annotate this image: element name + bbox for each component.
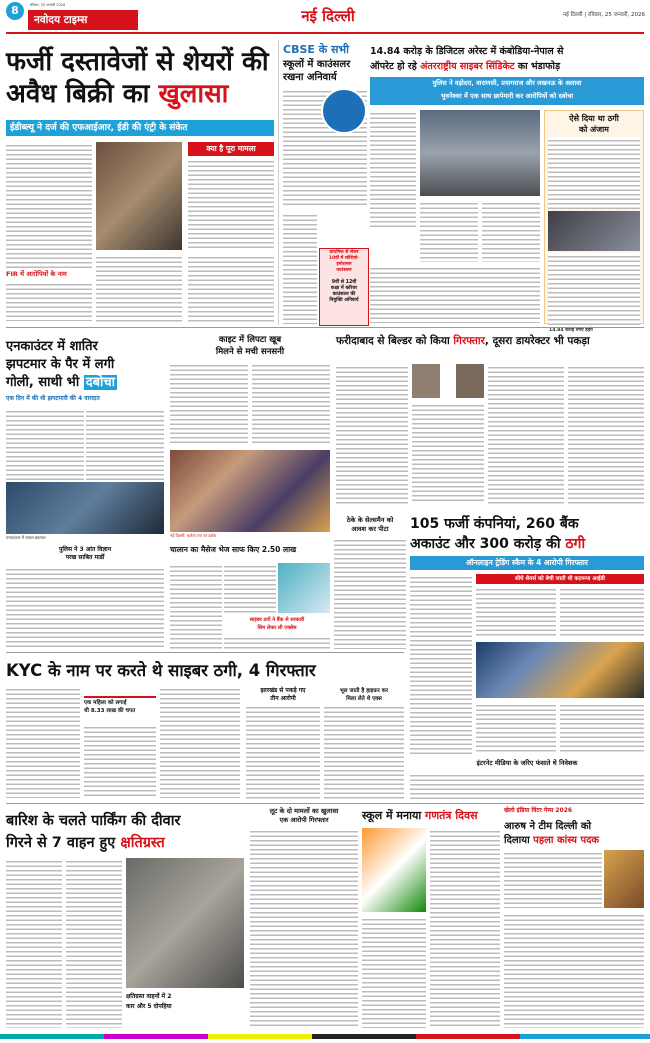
row-divider-3 bbox=[6, 803, 644, 804]
kite-photo-crowd bbox=[170, 450, 330, 532]
challan-body-col2 bbox=[224, 563, 276, 613]
tenke-headline-line2: आवश कर पीटा bbox=[351, 525, 389, 533]
school-head-b: गणतंत्र दिवस bbox=[425, 809, 478, 822]
rain-caption-line1: क्षतिग्रस्त वाहनों में 2 bbox=[126, 993, 172, 1000]
faridabad-body-col4 bbox=[568, 364, 644, 504]
fake-body-col3 bbox=[560, 702, 644, 754]
challan-photo-sim bbox=[278, 563, 330, 613]
encounter-headline-line1: एनकाउंटर में शातिर bbox=[6, 339, 98, 354]
encounter-headline-line2: झपटमार के पैर में लगी bbox=[6, 357, 115, 372]
cbse-box-text4: काउंसलर bbox=[336, 268, 352, 273]
lead-headline-line2-text: अवैध बिक्री का bbox=[6, 79, 159, 109]
jharkhand-body bbox=[246, 704, 320, 800]
rain-headline-line1: बारिश के चलते पार्किंग की दीवार bbox=[6, 813, 181, 829]
fake-body-col1 bbox=[410, 574, 472, 754]
challan-body-col3 bbox=[224, 635, 330, 649]
jharkhand-box bbox=[246, 686, 320, 798]
masthead-brand: नवोदय टाइम्स bbox=[28, 10, 138, 30]
loot-headline-line2: एक आरोपी गिरफ्तार bbox=[279, 816, 329, 824]
school-head-a: स्कूल में मनाया bbox=[362, 809, 426, 822]
tenke-headline-line1: ठेके के सेल्समैन को bbox=[346, 516, 394, 524]
lead-headline-highlight: खुलासा bbox=[158, 79, 229, 109]
lead-headline-line1: फर्जी दस्तावेजों से शेयरों की bbox=[6, 47, 269, 77]
rain-head2-b: क्षतिग्रस्त bbox=[120, 835, 165, 851]
cbse-box-text3: इमोशनल bbox=[336, 262, 352, 267]
fake-headline-line2 bbox=[410, 534, 644, 554]
fake-companies-story bbox=[410, 512, 644, 772]
challan-subhead1: साइबर ठगों ने बैंक से सरकारी bbox=[249, 617, 305, 623]
faridabad-headline bbox=[336, 334, 644, 362]
lead-body-col3 bbox=[188, 254, 274, 322]
cbse-box-text5: 9वीं से 12वीं bbox=[331, 280, 357, 285]
cyber-side-heading1: ऐसे दिया था ठगी bbox=[569, 114, 619, 123]
kite-caption: नई दिल्ली: कर्तव्य पथ पर दर्शक bbox=[170, 533, 217, 538]
cyber-banner bbox=[370, 77, 644, 105]
cyber-head2-c: का भंडाफोड़ bbox=[514, 61, 561, 72]
loot-story bbox=[250, 806, 358, 1031]
bhool-headline-line2: मिला लेते थे एक्स bbox=[346, 696, 382, 702]
fake-inset-body bbox=[476, 586, 556, 638]
encounter-headline-line3 bbox=[6, 372, 164, 390]
encounter-subhead: एक दिन में की थी झपटमारी की 4 वारदात bbox=[6, 395, 100, 402]
kyc-headline: KYC के नाम पर करते थे साइबर ठगी, 4 गिरफ्तार bbox=[6, 661, 316, 680]
cyber-body-col2 bbox=[420, 200, 478, 262]
rain-head2-a: गिरने से 7 वाहन हुए bbox=[6, 835, 121, 851]
row-divider-2 bbox=[6, 652, 404, 653]
cyber-side-body bbox=[548, 137, 640, 209]
masthead-city: नई दिल्ली bbox=[301, 7, 355, 25]
khelo-story bbox=[504, 806, 644, 1031]
faridabad-body-col1 bbox=[336, 364, 408, 504]
cyber-body-bottom bbox=[370, 265, 540, 323]
rain-caption-line2: कार और 5 दोपहिया bbox=[126, 1003, 172, 1010]
challan-subhead2: सिम लेकर ली एक्सेस bbox=[257, 625, 297, 631]
police-note bbox=[6, 545, 164, 565]
loot-body bbox=[250, 828, 358, 1028]
rain-body-col1 bbox=[6, 858, 62, 1028]
kyc-box bbox=[84, 696, 156, 720]
loot-headline-line1: लूट के दो मामलों का खुलासा bbox=[269, 807, 339, 815]
cbse-headline-line1: CBSE के सभी bbox=[283, 43, 350, 56]
cbse-box-text1: प्राथमिक से लेकर bbox=[329, 250, 359, 255]
rain-story bbox=[6, 806, 244, 1031]
encounter-body2 bbox=[86, 408, 164, 484]
kite-story bbox=[170, 332, 330, 542]
school-body-col1 bbox=[430, 828, 500, 1028]
encounter-head3-b: दबोचा bbox=[85, 375, 116, 390]
khelo-head2-b: पहला कांस्य पदक bbox=[533, 835, 600, 846]
cbse-story bbox=[278, 40, 366, 325]
cyber-side-bottom: 14.84 करोड़ रुपए हड़पे bbox=[549, 328, 593, 333]
lead-headline-line2 bbox=[6, 78, 274, 112]
school-story bbox=[362, 806, 500, 1031]
challan-story bbox=[170, 545, 330, 650]
bhool-box bbox=[324, 686, 404, 798]
cbse-headline-line2: स्कूलों में काउंसलर bbox=[283, 59, 351, 70]
kyc-body-col2 bbox=[84, 724, 156, 798]
cyber-body-col3 bbox=[482, 200, 540, 262]
challan-headline: चालान का मैसेज भेज साफ किए 2.50 लाख bbox=[170, 545, 297, 554]
encounter-story bbox=[6, 332, 164, 542]
school-body-col2 bbox=[362, 916, 426, 1028]
khelo-body-col1 bbox=[504, 850, 602, 908]
fake-head2-b: ठगी bbox=[565, 536, 586, 552]
kite-headline-line1: काइट में लिपटा खूब bbox=[218, 335, 282, 345]
khelo-body-col2 bbox=[504, 912, 644, 1028]
cbse-box-text2: 10वीं में सोशियो- bbox=[328, 256, 360, 261]
fake-inset-title: सीधे शेयर्स को बेची जाती थी कटमन्ज आईडी bbox=[476, 574, 644, 584]
cyber-side-body2 bbox=[548, 253, 640, 325]
khelo-head2-a: दिलाया bbox=[504, 835, 534, 846]
school-headline bbox=[362, 808, 500, 826]
masthead-rule bbox=[6, 32, 644, 34]
fake-body-col2 bbox=[476, 702, 556, 754]
faridabad-photo1 bbox=[412, 364, 440, 398]
cyber-side-photo bbox=[548, 211, 640, 251]
faridabad-head-a: फरीदाबाद से बिल्डर को किया bbox=[336, 335, 454, 347]
tenke-story bbox=[334, 515, 406, 650]
encounter-photo bbox=[6, 482, 164, 534]
lead-box-title: क्या है पूरा मामला bbox=[188, 142, 274, 156]
cyber-head2-b: अंतरराष्ट्रीय साइबर सिंडिकेट bbox=[420, 61, 515, 72]
khelo-photo-athlete bbox=[604, 850, 644, 908]
khelo-headline-line1: आरुष ने टीम दिल्ली को bbox=[504, 821, 592, 832]
police-note-line2: परख साबित मार्डी bbox=[65, 554, 105, 561]
cbse-headline-line3: रखना अनिवार्य bbox=[283, 72, 337, 83]
faridabad-body-col3 bbox=[488, 364, 564, 504]
fake-photo-seized bbox=[476, 642, 644, 698]
cyber-side-heading2: को अंजाम bbox=[579, 125, 609, 134]
kyc-box-line2: थी 8.33 लाख की चपत bbox=[84, 708, 136, 714]
kyc-story bbox=[6, 656, 404, 801]
cyber-body-col1 bbox=[370, 110, 416, 230]
faridabad-head-tail: , दूसरा डायरेक्टर भी पकड़ा bbox=[484, 335, 590, 347]
encounter-caption: एनकाउंटर में घायल बदमाश bbox=[6, 535, 46, 540]
lead-body-col1 bbox=[6, 142, 92, 268]
cbse-info-box bbox=[319, 248, 369, 326]
kyc-body-col3 bbox=[160, 686, 240, 798]
lead-subhead: ईडीब्ल्यू ने दर्ज की एफआईआर, ईडी की एंट्री के संकेत bbox=[6, 120, 274, 136]
lead-body-col1b bbox=[6, 281, 92, 321]
masthead-date-small: रविवार, 25 जनवरी 2026 bbox=[30, 3, 66, 7]
police-note-body bbox=[6, 566, 164, 648]
cyber-photo-press bbox=[420, 110, 540, 196]
faridabad-body-col2 bbox=[412, 402, 484, 504]
masthead-date: नई दिल्ली | रविवार, 25 जनवरी, 2026 bbox=[563, 12, 645, 18]
jharkhand-headline-line1: झारखंड से पकड़े गए bbox=[260, 687, 306, 694]
encounter-head3-a: गोली, साथी भी bbox=[6, 375, 84, 390]
cbse-box-text8: नियुक्ति अनिवार्य bbox=[329, 298, 359, 303]
bhool-headline-line1: भूल जाती है हाइफ़र कर bbox=[339, 688, 389, 694]
school-photo bbox=[362, 828, 426, 912]
rain-headline-line2 bbox=[6, 832, 244, 852]
police-note-line1: पुलिस ने 3 आंत विज्ञान bbox=[58, 546, 112, 553]
lead-photo-documents bbox=[96, 142, 182, 250]
cbse-box-text6: कक्षा में करियर bbox=[330, 286, 358, 291]
fake-inset-body2 bbox=[560, 586, 644, 638]
rain-photo-wall bbox=[126, 858, 244, 988]
rain-body-col2 bbox=[66, 858, 122, 1028]
faridabad-story bbox=[336, 332, 644, 507]
khelo-headline-line2 bbox=[504, 832, 644, 846]
tenke-body bbox=[334, 537, 406, 649]
lead-fir-heading: FIR में आरोपियों के नाम bbox=[6, 270, 67, 278]
fake-bottom-body bbox=[410, 772, 644, 800]
faridabad-photo2 bbox=[456, 364, 484, 398]
kite-body-col2 bbox=[252, 362, 330, 446]
encounter-body bbox=[6, 408, 84, 484]
bhool-body bbox=[324, 704, 404, 800]
khelo-kicker: खेलो इंडिया विंटर गेम्स 2026 bbox=[504, 807, 573, 814]
cyber-sidebar bbox=[544, 110, 644, 333]
masthead bbox=[0, 0, 650, 40]
cyber-banner-line1: पुलिस ने वड़ोदरा, वाराणसी, प्रयागराज और लखनऊ के अलावा bbox=[432, 79, 582, 87]
bottom-color-strip bbox=[0, 1034, 650, 1039]
lead-box-body bbox=[188, 158, 274, 250]
fake-bottom-head: इंटरनेट मीडिया के जरिए फंसाते थे निवेशक bbox=[476, 759, 578, 767]
fake-banner: ऑनलाइन ट्रेडिंग स्कैम के 4 आरोपी गिरफ्तार bbox=[410, 556, 644, 570]
fake-head2-a: अकाउंट और 300 करोड़ की bbox=[410, 536, 566, 552]
lead-body-col2 bbox=[96, 254, 182, 322]
cyber-headline-line2 bbox=[370, 59, 644, 73]
row-divider-1 bbox=[6, 327, 644, 328]
lead-story bbox=[6, 40, 274, 325]
faridabad-head-red: गिरफ्तार bbox=[453, 335, 485, 347]
kyc-body-col1 bbox=[6, 686, 80, 798]
cyber-banner-line2: भुवनेश्वर में एक साथ छापेमारी कर आरोपियों को दबोचा bbox=[440, 92, 574, 100]
kyc-box-line1: एक महिला को लगाई bbox=[84, 700, 127, 706]
page-number: 8 bbox=[6, 2, 24, 20]
kite-headline-line2: मिलने से मची सनसनी bbox=[215, 347, 285, 357]
kite-body-col1 bbox=[170, 362, 248, 446]
fake-headline-line1: 105 फर्जी कंपनियां, 260 बैंक bbox=[410, 516, 579, 532]
cbse-box-text7: काउंसलर की bbox=[332, 292, 356, 297]
cbse-logo bbox=[321, 88, 367, 134]
cyber-head2-a: ऑपरेट हो रहे bbox=[370, 61, 421, 72]
jharkhand-headline-line2: तीन आरोपी bbox=[270, 695, 296, 702]
challan-body-col1 bbox=[170, 563, 222, 649]
cbse-body-col2 bbox=[283, 212, 317, 324]
cyber-headline-line1: 14.84 करोड़ के डिजिटल अरेस्ट में कंबोडिया-नेपाल से bbox=[370, 46, 564, 57]
cyber-story bbox=[370, 40, 644, 333]
